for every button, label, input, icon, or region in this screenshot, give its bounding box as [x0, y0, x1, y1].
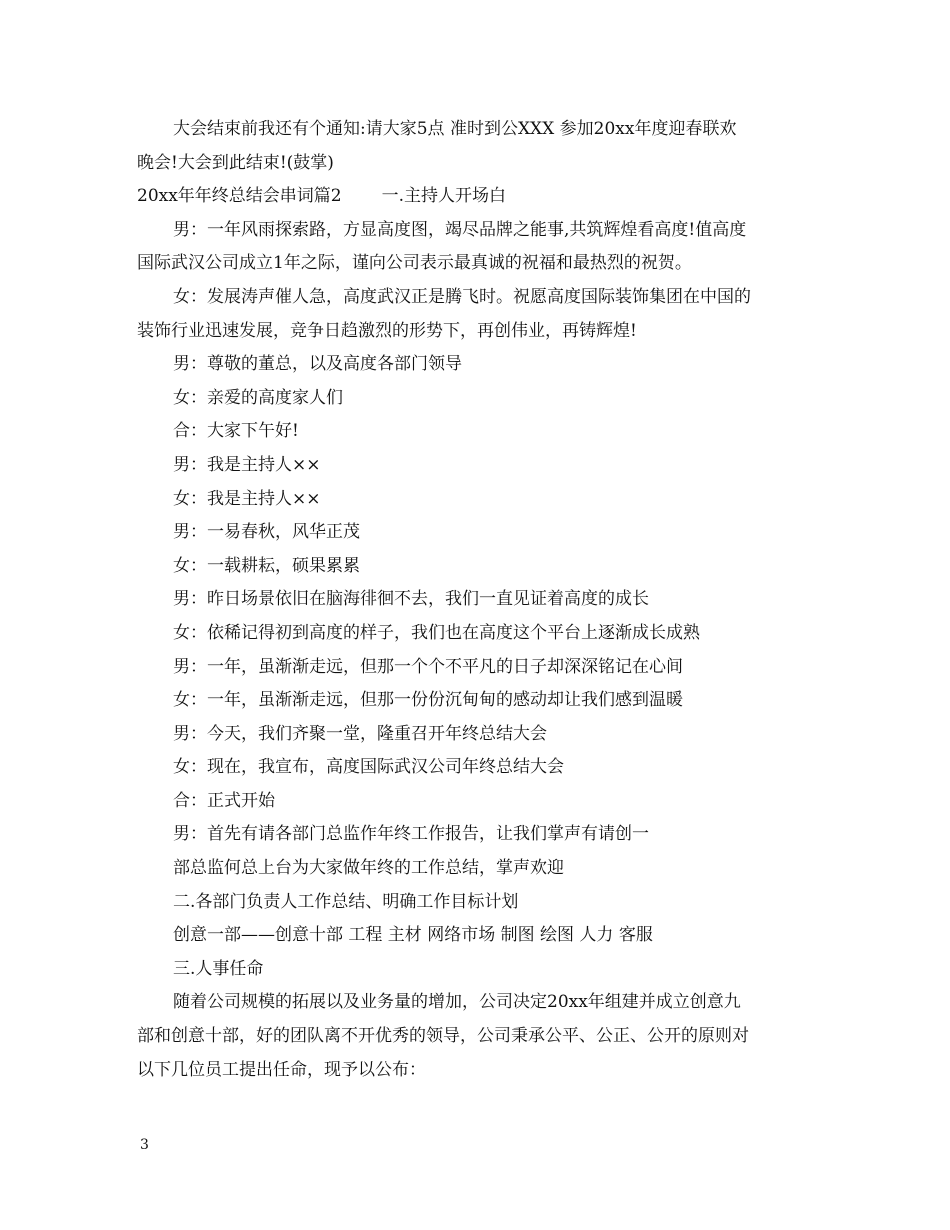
text-line: 合：正式开始 — [173, 790, 275, 811]
text-line: 女：发展涛声催人急，高度武汉正是腾飞时。祝愿高度国际装饰集团在中国的 — [173, 286, 751, 307]
text-line: 女：依稀记得初到高度的样子，我们也在高度这个平台上逐渐成长成熟 — [173, 622, 700, 643]
text-line: 随着公司规模的拓展以及业务量的增加，公司决定20xx年组建并成立创意九 — [173, 992, 741, 1013]
text-line: 以下几位员工提出任命，现予以公布： — [137, 1059, 426, 1080]
text-line: 部总监何总上台为大家做年终的工作总结，掌声欢迎 — [173, 858, 564, 879]
text-line: 部和创意十部，好的团队离不开优秀的领导，公司秉承公平、公正、公开的原则对 — [137, 1026, 749, 1047]
text-line: 男：一易春秋，风华正茂 — [173, 522, 360, 543]
text-line: 二.各部门负责人工作总结、明确工作目标计划 — [173, 891, 519, 912]
text-line — [137, 180, 817, 214]
text-line: 装饰行业迅速发展，竞争日趋激烈的形势下，再创伟业，再铸辉煌! — [137, 320, 637, 341]
text-line: 国际武汉公司成立1年之际，谨向公司表示最真诚的祝福和最热烈的祝贺。 — [137, 253, 692, 274]
text-line: 男：首先有请各部门总监作年终工作报告，让我们掌声有请创一 — [173, 824, 649, 845]
text-line: 男：我是主持人×× — [173, 454, 321, 475]
text-line: 男：尊敬的董总，以及高度各部门领导 — [173, 354, 462, 375]
text-line: 男：昨日场景依旧在脑海徘徊不去，我们一直见证着高度的成长 — [173, 589, 649, 610]
section-subtitle: 一.主持人开场白 — [381, 186, 507, 207]
text-line: 女：一载耕耘，硕果累累 — [173, 555, 360, 576]
text-line: 晚会!大会到此结束!(鼓掌) — [137, 152, 334, 173]
document-body — [137, 113, 817, 1087]
text-line: 合：大家下午好! — [173, 421, 299, 442]
text-line: 女：我是主持人×× — [173, 488, 321, 509]
text-line: 女：亲爱的高度家人们 — [173, 387, 343, 408]
section-title: 20xx年年终总结会串词篇2 — [137, 186, 342, 207]
text-line: 男：一年，虽渐渐走远，但那一个个不平凡的日子却深深铭记在心间 — [173, 656, 683, 677]
text-line: 女：现在，我宣布，高度国际武汉公司年终总结大会 — [173, 757, 564, 778]
text-line: 大会结束前我还有个通知:请大家5点 准时到公XXX 参加20xx年度迎春联欢 — [173, 119, 737, 139]
text-line: 三.人事任命 — [173, 958, 264, 979]
text-line: 男：今天，我们齐聚一堂，隆重召开年终总结大会 — [173, 723, 547, 744]
text-line: 男：一年风雨探索路，方显高度图，竭尽品牌之能事,共筑辉煌看高度!值高度 — [173, 219, 747, 240]
text-line: 女：一年，虽渐渐走远，但那一份份沉甸甸的感动却让我们感到温暖 — [173, 690, 683, 711]
page-number: 3 — [140, 1137, 149, 1153]
text-line: 创意一部——创意十部 工程 主材 网络市场 制图 绘图 人力 客服 — [173, 925, 653, 946]
